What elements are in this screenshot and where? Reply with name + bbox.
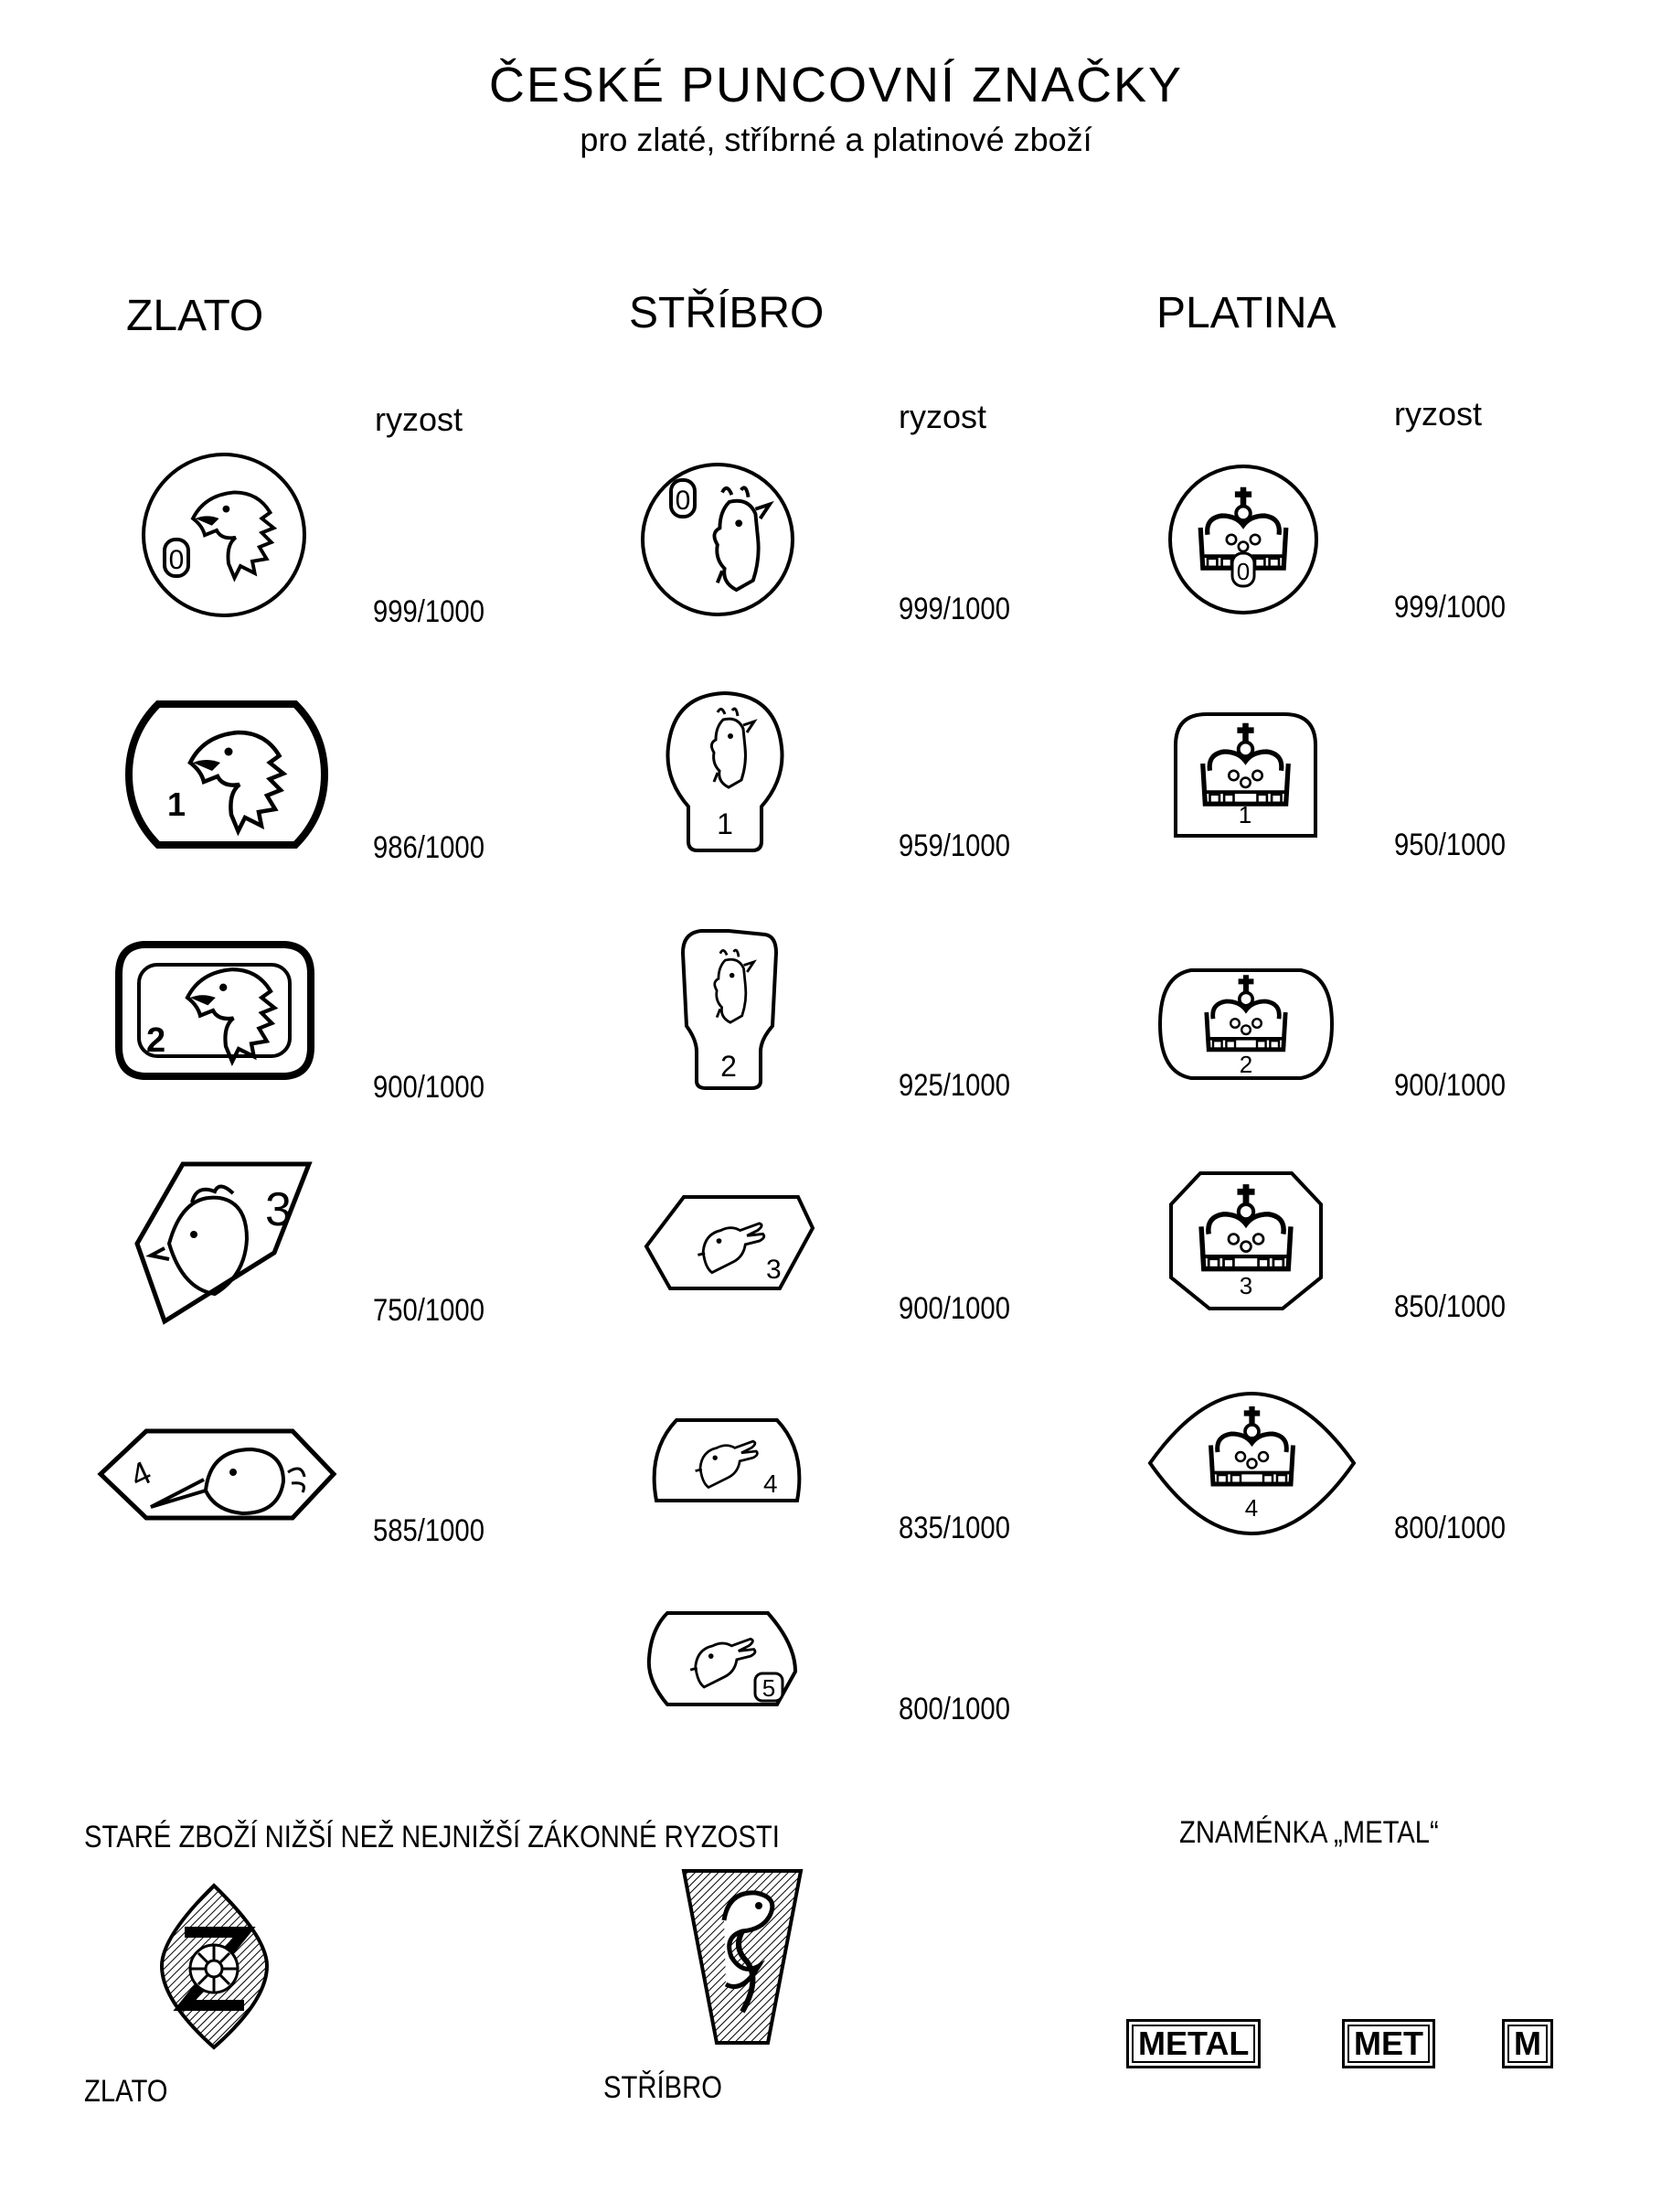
old-goods-heading: STARÉ ZBOŽÍ NIŽŠÍ NEŽ NEJNIŽŠÍ ZÁKONNÉ RYZOSTI <box>84 1820 780 1854</box>
svg-text:0: 0 <box>1236 558 1251 585</box>
silver-fineness-5: 800/1000 <box>899 1692 1010 1726</box>
platinum-mark-1-crown-icon <box>1170 709 1321 841</box>
page-subtitle: pro zlaté, stříbrné a platinové zboží <box>580 121 1092 158</box>
silver-fineness-label: ryzost <box>899 398 987 435</box>
svg-text:4: 4 <box>1244 1494 1259 1522</box>
gold-fineness-1: 986/1000 <box>373 830 485 865</box>
svg-text:0: 0 <box>168 545 185 575</box>
gold-mark-3-rooster-icon <box>128 1157 315 1326</box>
gold-mark-1-eagle-icon <box>122 697 332 852</box>
silver-mark-5-hare-icon <box>640 1608 804 1710</box>
platinum-heading: PLATINA <box>1156 289 1337 337</box>
old-gold-label: ZLATO <box>84 2074 168 2109</box>
gold-fineness-label: ryzost <box>375 401 463 438</box>
platinum-fineness-2: 900/1000 <box>1394 1068 1506 1103</box>
gold-mark-0-eagle-icon <box>137 448 311 622</box>
gold-fineness-0: 999/1000 <box>373 594 485 629</box>
gold-fineness-2: 900/1000 <box>373 1070 485 1105</box>
gold-fineness-4: 585/1000 <box>373 1513 485 1548</box>
svg-text:3: 3 <box>766 1255 782 1285</box>
svg-text:3: 3 <box>1239 1272 1253 1299</box>
platinum-fineness-label: ryzost <box>1394 395 1483 433</box>
platinum-fineness-1: 950/1000 <box>1394 828 1506 862</box>
old-silver-label: STŘÍBRO <box>603 2070 722 2105</box>
silver-mark-4-hare-icon <box>640 1415 814 1506</box>
svg-text:1: 1 <box>1238 801 1252 828</box>
metal-sign-met: MET <box>1342 2019 1435 2068</box>
silver-mark-2-goat-icon <box>674 925 783 1092</box>
gold-mark-2-eagle-icon <box>112 937 317 1084</box>
silver-mark-0-goat-icon <box>638 460 798 620</box>
silver-fineness-0: 999/1000 <box>899 592 1010 626</box>
silver-fineness-3: 900/1000 <box>899 1291 1010 1326</box>
old-gold-mark-icon <box>157 1882 272 2051</box>
metal-signs-heading: ZNAMÉNKA „METAL“ <box>1179 1815 1439 1850</box>
silver-heading: STŘÍBRO <box>629 289 825 337</box>
platinum-mark-0-crown-icon <box>1166 462 1321 617</box>
svg-text:0: 0 <box>675 486 691 516</box>
svg-text:2: 2 <box>146 1021 166 1060</box>
svg-text:5: 5 <box>761 1674 776 1702</box>
silver-mark-1-goat-icon <box>661 688 789 854</box>
platinum-fineness-3: 850/1000 <box>1394 1289 1506 1324</box>
silver-fineness-2: 925/1000 <box>899 1068 1010 1103</box>
old-silver-mark-icon <box>678 1865 806 2048</box>
silver-fineness-1: 959/1000 <box>899 828 1010 863</box>
platinum-mark-2-crown-icon <box>1155 965 1337 1084</box>
svg-text:1: 1 <box>717 807 733 840</box>
platinum-fineness-0: 999/1000 <box>1394 590 1506 625</box>
svg-text:3: 3 <box>265 1183 292 1236</box>
page-title: ČESKÉ PUNCOVNÍ ZNAČKY <box>488 58 1184 112</box>
platinum-mark-3-crown-icon <box>1164 1168 1328 1314</box>
svg-text:4: 4 <box>763 1469 778 1498</box>
svg-text:2: 2 <box>720 1050 737 1083</box>
metal-sign-metal: METAL <box>1126 2019 1261 2068</box>
metal-sign-m: M <box>1502 2019 1553 2068</box>
silver-fineness-4: 835/1000 <box>899 1511 1010 1545</box>
platinum-fineness-4: 800/1000 <box>1394 1511 1506 1545</box>
svg-text:1: 1 <box>167 785 186 823</box>
svg-text:2: 2 <box>1239 1051 1253 1078</box>
gold-heading: ZLATO <box>126 292 264 340</box>
gold-fineness-3: 750/1000 <box>373 1293 485 1328</box>
silver-mark-3-hare-icon <box>643 1191 816 1294</box>
svg-text:4: 4 <box>124 1453 157 1495</box>
platinum-mark-4-crown-icon <box>1145 1388 1359 1539</box>
gold-mark-4-bird-icon <box>96 1427 338 1523</box>
